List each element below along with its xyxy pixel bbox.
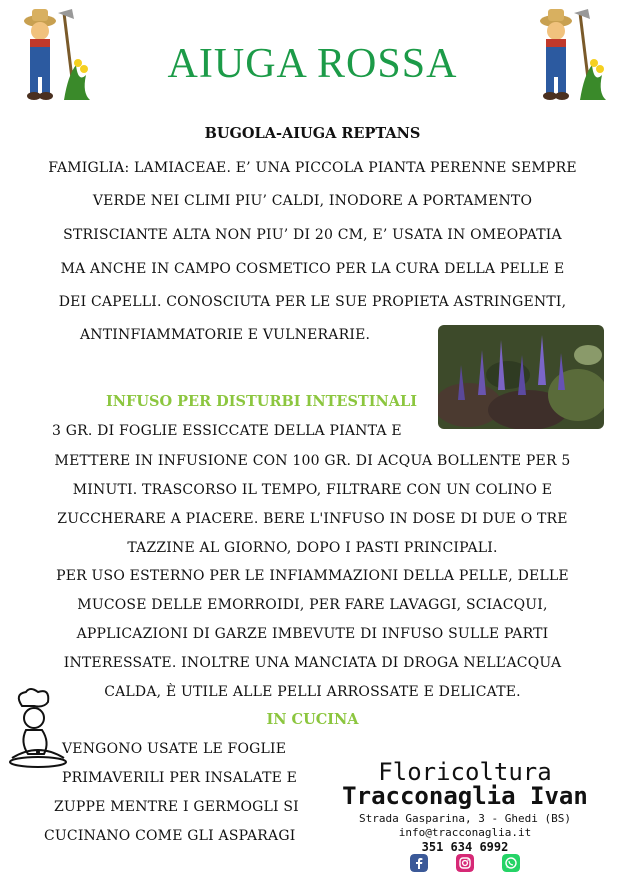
infuso-line: 3 GR. DI FOGLIE ESSICCATE DELLA PIANTA E	[52, 423, 402, 439]
infuso-line: METTERE IN INFUSIONE CON 100 GR. DI ACQUA BOLLENTE PER 5	[54, 453, 571, 469]
brand-line2: Tracconaglia Ivan	[342, 782, 588, 810]
cucina-line: VENGONO USATE LE FOGLIE	[62, 741, 287, 757]
description-line: STRISCIANTE ALTA NON PIU’ DI 20 CM, E’ USATA IN OMEOPATIA	[63, 227, 562, 243]
infuso-line: CALDA, È UTILE ALLE PELLI ARROSSATE E DELICATE.	[104, 684, 521, 700]
description-line: FAMIGLIA: LAMIACEAE. E’ UNA PICCOLA PIANTA PERENNE SEMPRE	[48, 160, 577, 176]
plant-photo	[438, 325, 604, 429]
whatsapp-icon[interactable]	[502, 854, 520, 872]
infuso-heading: INFUSO PER DISTURBI INTESTINALI	[106, 393, 417, 410]
instagram-icon[interactable]	[456, 854, 474, 872]
brand-line1: Floricoltura	[378, 758, 552, 786]
page-title: AIUGA ROSSA	[167, 41, 458, 87]
infuso-line: PER USO ESTERNO PER LE INFIAMMAZIONI DELLA PELLE, DELLE	[56, 568, 569, 584]
infuso-line: MUCOSE DELLE EMORROIDI, PER FARE LAVAGGI, SCIACQUI,	[77, 597, 548, 613]
infuso-line: ZUCCHERARE A PIACERE. BERE L'INFUSO IN DOSE DI DUE O TRE	[57, 511, 568, 527]
infuso-line: INTERESSATE. INOLTRE UNA MANCIATA DI DROGA NELL’ACQUA	[63, 655, 562, 671]
description-line: DEI CAPELLI. CONOSCIUTA PER LE SUE PROPIETA ASTRINGENTI,	[58, 294, 567, 310]
infuso-line: TAZZINE AL GIORNO, DOPO I PASTI PRINCIPALI.	[127, 540, 498, 556]
cucina-line: CUCINANO COME GLI ASPARAGI	[44, 828, 296, 844]
cucina-line: PRIMAVERILI PER INSALATE E	[62, 770, 298, 786]
brand-address: Strada Gasparina, 3 - Ghedi (BS)	[359, 812, 571, 825]
cucina-line: ZUPPE MENTRE I GERMOGLI SI	[54, 799, 299, 815]
infuso-line: APPLICAZIONI DI GARZE IMBEVUTE DI INFUSO SULLE PARTI	[76, 626, 549, 642]
brand-phone[interactable]: 351 634 6992	[421, 840, 509, 854]
description-line: ANTINFIAMMATORIE E VULNERARIE.	[80, 327, 371, 343]
brand-email[interactable]: info@tracconaglia.it	[398, 826, 532, 839]
description-line: VERDE NEI CLIMI PIU’ CALDI, INODORE A PORTAMENTO	[92, 193, 533, 209]
chef-icon	[4, 688, 74, 780]
facebook-icon[interactable]	[410, 854, 428, 872]
infuso-line: MINUTI. TRASCORSO IL TEMPO, FILTRARE CON UN COLINO E	[72, 482, 553, 498]
cucina-heading: IN CUCINA	[266, 711, 359, 728]
description-line: MA ANCHE IN CAMPO COSMETICO PER LA CURA DELLA PELLE E	[60, 261, 565, 277]
plant-subtitle: BUGOLA-AIUGA REPTANS	[204, 125, 421, 142]
